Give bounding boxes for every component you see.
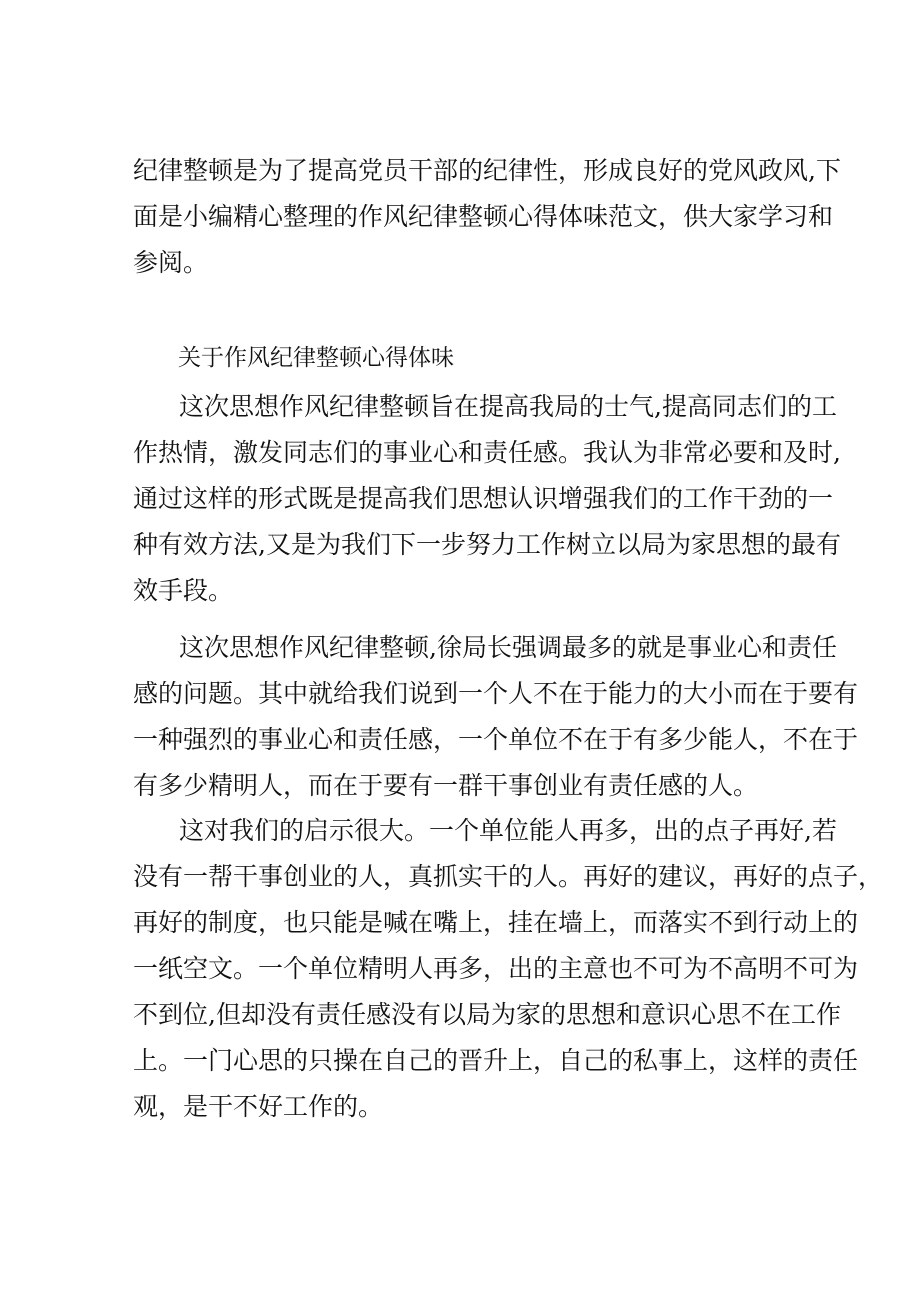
text-line: 这次思想作风纪律整顿,徐局长强调最多的就是事业心和责任: [179, 633, 837, 662]
text-line: 没有一帮干事创业的人，真抓实干的人。再好的建议，再好的点子，: [133, 862, 884, 891]
text-line: 不到位,但却没有责任感没有以局为家的思想和意识心思不在工作: [133, 1000, 841, 1029]
text-line: 通过这样的形式既是提高我们思想认识增强我们的工作干劲的一: [133, 484, 834, 513]
text-line: 再好的制度，也只能是喊在嘴上，挂在墙上，而落实不到行动上的: [133, 908, 859, 937]
intro-paragraph: [133, 148, 841, 286]
text-line: 上。一门心思的只操在自己的晋升上，自己的私事上，这样的责任: [133, 1046, 859, 1075]
text-line: 观，是干不好工作的。: [133, 1092, 384, 1121]
text-line: 纪律整顿是为了提高党员干部的纪律性，形成良好的党风政风,下: [133, 156, 841, 185]
text-line: 有多少精明人，而在于要有一群干事创业有责任感的人。: [133, 771, 759, 800]
section-heading: 关于作风纪律整顿心得体味: [178, 345, 454, 371]
text-line: 种有效方法,又是为我们下一步努力工作树立以局为家思想的最有: [133, 530, 841, 559]
body-paragraph-3: [133, 808, 884, 1130]
text-line: 作热情，激发同志们的事业心和责任感。我认为非常必要和及时,: [133, 438, 841, 467]
text-line: 一纸空文。一个单位精明人再多，出的主意也不可为不高明不可为: [133, 954, 859, 983]
text-line: 效手段。: [133, 576, 234, 605]
body-paragraph-2: [133, 625, 859, 809]
text-line: 一种强烈的事业心和责任感，一个单位不在于有多少能人，不在于: [133, 725, 859, 754]
text-line: 感的问题。其中就给我们说到一个人不在于能力的大小而在于要有: [133, 679, 859, 708]
text-line: 这次思想作风纪律整顿旨在提高我局的士气,提高同志们的工: [179, 392, 837, 421]
text-line: 这对我们的启示很大。一个单位能人再多，出的点子再好,若: [179, 816, 837, 845]
body-paragraph-1: [133, 384, 841, 614]
text-line: 面是小编精心整理的作风纪律整顿心得体味范文，供大家学习和: [133, 202, 834, 231]
text-line: 参阅。: [133, 248, 209, 277]
